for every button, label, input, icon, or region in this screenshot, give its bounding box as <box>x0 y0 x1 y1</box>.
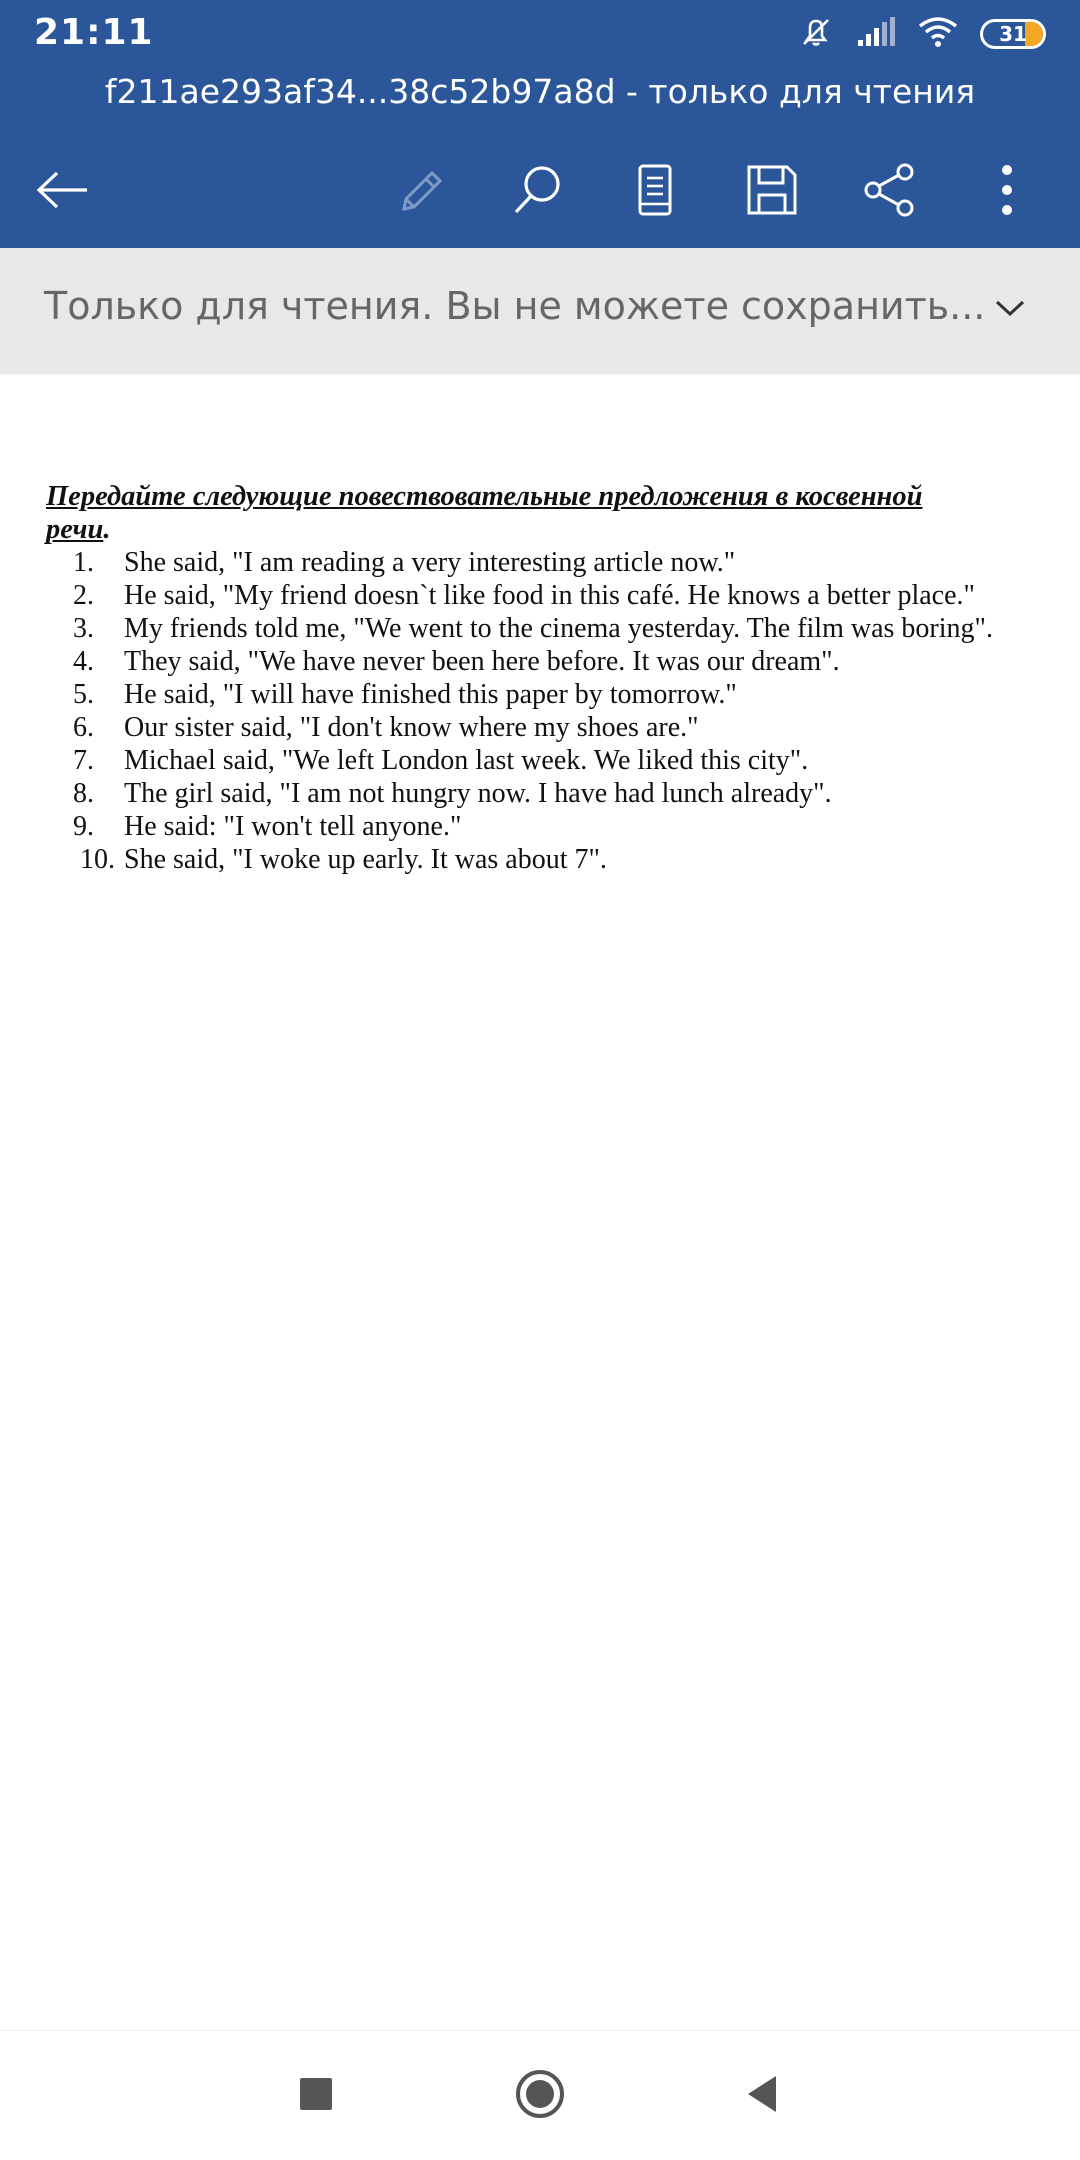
item-number: 8. <box>73 778 94 809</box>
status-icons <box>798 14 1046 54</box>
list-item <box>46 777 1046 810</box>
item-text: They said, "We have never been here before. It was our dream". <box>124 646 840 677</box>
share-icon <box>861 162 917 218</box>
item-text: He said, "I will have finished this paper by tomorrow." <box>124 679 737 710</box>
list-item <box>46 711 1046 744</box>
home-button[interactable] <box>500 2061 580 2131</box>
save-button[interactable] <box>727 140 817 240</box>
item-number: 3. <box>73 613 94 644</box>
document-title: f211ae293af34...38c52b97a8d - только для чтения <box>104 72 976 111</box>
edit-button[interactable] <box>376 140 466 240</box>
pencil-icon <box>394 163 448 217</box>
document-content <box>46 480 1046 876</box>
item-number: 1. <box>73 547 94 578</box>
mobile-view-button[interactable] <box>610 140 700 240</box>
document-heading <box>46 480 1046 546</box>
item-text: Our sister said, "I don't know where my shoes are." <box>124 712 699 743</box>
back-arrow-icon <box>35 170 91 210</box>
list-item <box>46 744 1046 777</box>
back-button[interactable] <box>18 140 108 240</box>
read-only-banner[interactable] <box>0 248 1080 372</box>
read-only-message: Только для чтения. Вы не можете сохранить... <box>44 284 986 328</box>
item-number: 7. <box>73 745 94 776</box>
item-number: 5. <box>73 679 94 710</box>
mobile-view-icon <box>635 162 675 218</box>
item-text: Michael said, "We left London last week. We liked this city". <box>124 745 809 776</box>
chevron-down-icon <box>994 298 1026 323</box>
sentence-list <box>46 546 1046 876</box>
heading-period: . <box>103 514 111 545</box>
item-text: He said, "My friend doesn`t like food in this café. He knows a better place." <box>124 580 975 611</box>
item-number: 4. <box>73 646 94 677</box>
list-item <box>46 810 1046 843</box>
item-number: 10. <box>80 844 115 875</box>
status-bar <box>0 0 1080 66</box>
heading-line-1: Передайте следующие повествовательные предложения в косвенной <box>46 481 923 512</box>
list-item <box>46 678 1046 711</box>
item-text: She said, "I woke up early. It was about 7". <box>124 844 607 875</box>
app-header <box>0 0 1080 248</box>
search-icon <box>510 162 566 218</box>
banner-expand-button[interactable] <box>988 288 1032 332</box>
heading-line-2: речи <box>46 514 104 545</box>
more-options-button[interactable] <box>962 140 1052 240</box>
battery-fill <box>1025 22 1043 46</box>
bell-off-icon <box>798 14 834 55</box>
save-icon <box>745 163 799 217</box>
home-circle-icon <box>514 2068 566 2125</box>
share-button[interactable] <box>844 140 934 240</box>
back-nav-button[interactable] <box>722 2061 802 2131</box>
list-item <box>46 843 1046 876</box>
item-text: He said: "I won't tell anyone." <box>124 811 462 842</box>
list-item <box>46 579 1046 612</box>
item-number: 9. <box>73 811 94 842</box>
list-item <box>46 546 1046 579</box>
item-text: The girl said, "I am not hungry now. I have had lunch already". <box>124 778 832 809</box>
battery-icon <box>980 19 1046 49</box>
item-number: 6. <box>73 712 94 743</box>
item-text: My friends told me, "We went to the cinema yesterday. The film was boring". <box>124 613 993 644</box>
toolbar <box>0 140 1080 240</box>
signal-icon <box>856 16 896 53</box>
back-triangle-icon <box>744 2074 780 2119</box>
wifi-icon <box>918 16 958 53</box>
battery-level: 31 <box>999 22 1027 46</box>
list-item <box>46 612 1046 645</box>
system-nav-bar <box>0 2030 1080 2160</box>
recents-button[interactable] <box>276 2061 356 2131</box>
status-time: 21:11 <box>34 12 154 53</box>
list-item <box>46 645 1046 678</box>
search-button[interactable] <box>493 140 583 240</box>
more-vert-icon <box>997 162 1017 218</box>
recents-square-icon <box>298 2076 334 2117</box>
item-number: 2. <box>73 580 94 611</box>
item-text: She said, "I am reading a very interesting article now." <box>124 547 736 578</box>
